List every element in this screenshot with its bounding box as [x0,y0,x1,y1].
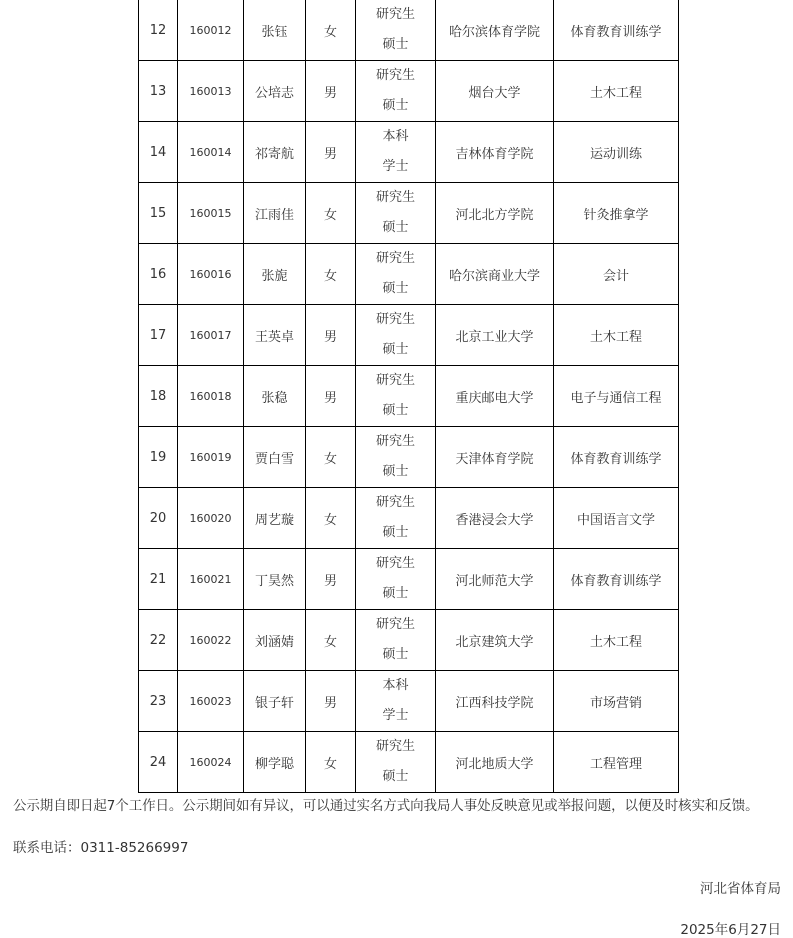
candidate-id: 160024 [178,732,244,793]
degree: 硕士 [382,37,409,52]
row-number: 20 [139,488,178,549]
table-row [139,0,679,61]
table-body [139,0,679,793]
candidate-id: 160016 [178,244,244,305]
row-number: 12 [139,0,178,61]
candidate-id: 160015 [178,183,244,244]
candidate-id: 160022 [178,610,244,671]
candidate-name: 张钰 [244,0,306,61]
candidate-school: 北京建筑大学 [436,610,554,671]
candidate-school: 河北地质大学 [436,732,554,793]
degree: 硕士 [382,586,409,601]
education-level: 研究生 [375,373,415,388]
row-number: 15 [139,183,178,244]
candidate-school: 烟台大学 [436,61,554,122]
degree: 硕士 [382,769,409,784]
table-row [139,549,679,610]
candidate-school: 重庆邮电大学 [436,366,554,427]
candidate-education [356,183,436,244]
candidate-school: 哈尔滨商业大学 [436,244,554,305]
education-level: 研究生 [375,495,415,510]
candidate-major: 中国语言文学 [554,488,679,549]
table-row [139,305,679,366]
row-number: 19 [139,427,178,488]
candidate-education [356,305,436,366]
candidate-major: 电子与通信工程 [554,366,679,427]
candidate-major: 工程管理 [554,732,679,793]
table-row [139,671,679,732]
candidate-name: 江雨佳 [244,183,306,244]
education-level: 研究生 [375,434,415,449]
candidate-id: 160018 [178,366,244,427]
candidate-education [356,0,436,61]
row-number: 13 [139,61,178,122]
candidate-name: 丁昊然 [244,549,306,610]
table-row [139,122,679,183]
candidate-gender: 男 [306,61,356,122]
candidate-school: 哈尔滨体育学院 [436,0,554,61]
row-number: 16 [139,244,178,305]
candidate-id: 160020 [178,488,244,549]
row-number: 17 [139,305,178,366]
row-number: 21 [139,549,178,610]
candidate-id: 160014 [178,122,244,183]
candidate-school: 北京工业大学 [436,305,554,366]
row-number: 24 [139,732,178,793]
candidate-gender: 女 [306,183,356,244]
candidate-gender: 男 [306,671,356,732]
degree: 硕士 [382,525,409,540]
table-row [139,610,679,671]
degree: 学士 [382,159,409,174]
candidate-education [356,488,436,549]
candidate-major: 土木工程 [554,610,679,671]
education-level: 本科 [382,678,409,693]
candidate-name: 刘涵婧 [244,610,306,671]
candidate-gender: 女 [306,244,356,305]
candidate-major: 体育教育训练学 [554,0,679,61]
issue-date: 2025年6月27日 [680,922,781,938]
candidate-school: 河北北方学院 [436,183,554,244]
candidate-school: 吉林体育学院 [436,122,554,183]
candidate-school: 天津体育学院 [436,427,554,488]
candidate-id: 160012 [178,0,244,61]
candidate-gender: 女 [306,732,356,793]
candidate-education [356,610,436,671]
degree: 学士 [382,708,409,723]
candidate-id: 160017 [178,305,244,366]
candidate-major: 针灸推拿学 [554,183,679,244]
candidate-id: 160019 [178,427,244,488]
education-level: 研究生 [375,7,415,22]
education-level: 研究生 [375,251,415,266]
degree: 硕士 [382,98,409,113]
personnel-table [138,0,679,793]
candidate-name: 柳学聪 [244,732,306,793]
candidate-name: 公培志 [244,61,306,122]
candidate-education [356,732,436,793]
candidate-id: 160021 [178,549,244,610]
candidate-school: 香港浸会大学 [436,488,554,549]
education-level: 研究生 [375,617,415,632]
candidate-major: 会计 [554,244,679,305]
candidate-name: 张旎 [244,244,306,305]
education-level: 研究生 [375,68,415,83]
candidate-education [356,122,436,183]
candidate-name: 银子轩 [244,671,306,732]
candidate-gender: 男 [306,549,356,610]
candidate-education [356,549,436,610]
candidate-id: 160023 [178,671,244,732]
table-row [139,427,679,488]
candidate-education [356,61,436,122]
degree: 硕士 [382,647,409,662]
table-row [139,61,679,122]
degree: 硕士 [382,220,409,235]
education-level: 本科 [382,129,409,144]
degree: 硕士 [382,342,409,357]
table-row [139,183,679,244]
table-row [139,488,679,549]
candidate-school: 河北师范大学 [436,549,554,610]
candidate-education [356,244,436,305]
candidate-name: 张稳 [244,366,306,427]
education-level: 研究生 [375,190,415,205]
candidate-name: 王英卓 [244,305,306,366]
candidate-education [356,427,436,488]
candidate-education [356,366,436,427]
candidate-gender: 女 [306,427,356,488]
candidate-gender: 女 [306,610,356,671]
table-row [139,732,679,793]
candidate-name: 祁寄航 [244,122,306,183]
education-level: 研究生 [375,739,415,754]
candidate-id: 160013 [178,61,244,122]
contact-phone: 联系电话：0311-85266997 [13,840,189,856]
candidate-education [356,671,436,732]
degree: 硕士 [382,281,409,296]
candidate-gender: 女 [306,488,356,549]
notice-text: 公示期自即日起7个工作日。公示期间如有异议，可以通过实名方式向我局人事处反映意见或举报问题，以便及时核实和反馈。 [13,798,759,814]
education-level: 研究生 [375,312,415,327]
candidate-major: 运动训练 [554,122,679,183]
candidate-school: 江西科技学院 [436,671,554,732]
table-row [139,244,679,305]
candidate-major: 体育教育训练学 [554,427,679,488]
row-number: 22 [139,610,178,671]
table-row [139,366,679,427]
candidate-gender: 男 [306,122,356,183]
candidate-gender: 男 [306,366,356,427]
candidate-major: 市场营销 [554,671,679,732]
degree: 硕士 [382,403,409,418]
issuing-organization: 河北省体育局 [700,881,781,897]
row-number: 23 [139,671,178,732]
education-level: 研究生 [375,556,415,571]
candidate-major: 土木工程 [554,61,679,122]
candidate-gender: 男 [306,305,356,366]
candidate-major: 体育教育训练学 [554,549,679,610]
candidate-name: 周艺璇 [244,488,306,549]
candidate-name: 贾白雪 [244,427,306,488]
row-number: 18 [139,366,178,427]
candidate-major: 土木工程 [554,305,679,366]
candidate-gender: 女 [306,0,356,61]
row-number: 14 [139,122,178,183]
degree: 硕士 [382,464,409,479]
